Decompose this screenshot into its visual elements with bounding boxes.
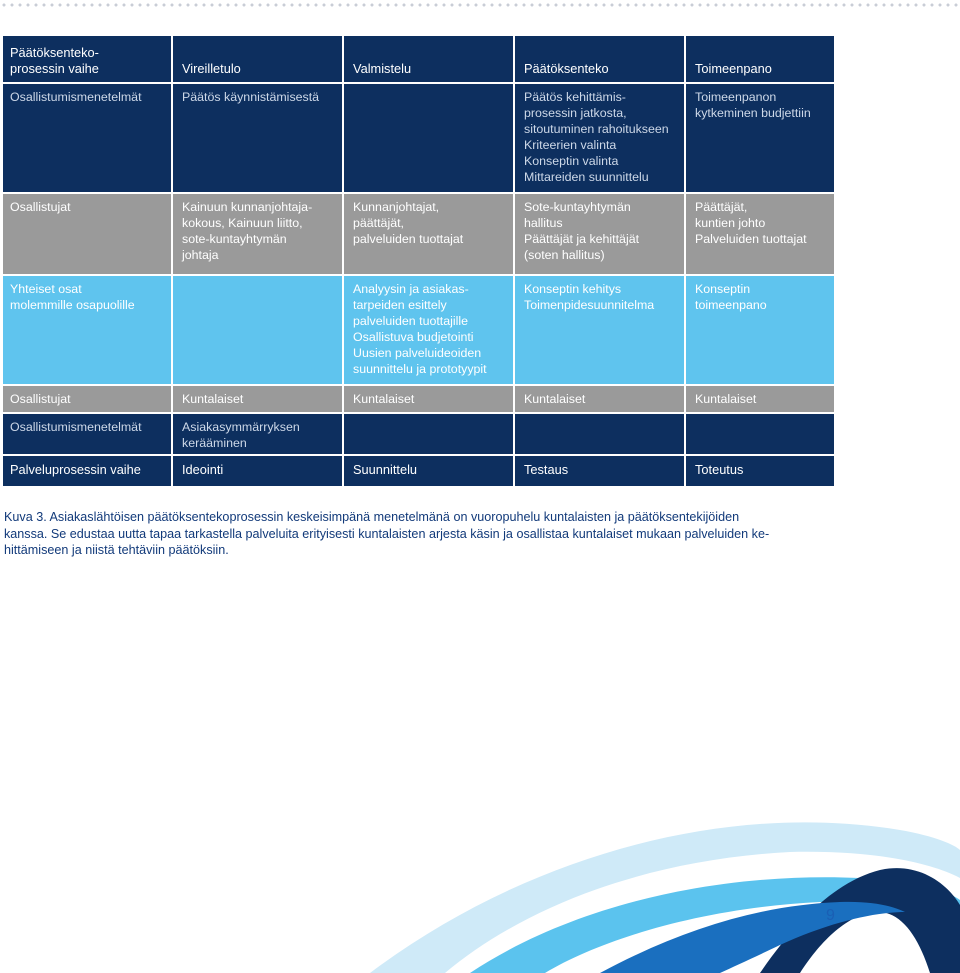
text-line: Kainuun kunnanjohtaja- bbox=[182, 200, 313, 214]
text-line: toimeenpano bbox=[695, 298, 767, 312]
text-line: Toimeenpanon bbox=[695, 90, 777, 104]
text-line: Osallistujat bbox=[10, 392, 71, 406]
text-line: Päätös käynnistämisestä bbox=[182, 90, 320, 104]
text-line: Konseptin kehitys bbox=[524, 282, 622, 296]
footer-row-label: Palveluprosessin vaihe bbox=[3, 456, 171, 486]
text-line: Palveluiden tuottajat bbox=[695, 232, 807, 246]
text-line: hallitus bbox=[524, 216, 563, 230]
caption-line: kanssa. Se edustaa uutta tapaa tarkastella palveluita erityisesti kuntalaisten arjesta käsin ja osallistaa kuntalaiset mukaan palveluiden ke- bbox=[4, 526, 770, 541]
text-line: Päätöksenteko- bbox=[10, 45, 99, 60]
text-line: kuntien johto bbox=[695, 216, 766, 230]
text-line: päättäjät, bbox=[353, 216, 404, 230]
text-line: Toimenpidesuunnitelma bbox=[524, 298, 655, 312]
text-line: prosessin jatkosta, bbox=[524, 106, 627, 120]
text-line: kokous, Kainuun liitto, bbox=[182, 216, 303, 230]
text-line: kytkeminen budjettiin bbox=[695, 106, 811, 120]
text-line: Asiakasymmärryksen bbox=[182, 420, 300, 434]
text-line: Kuntalaiset bbox=[182, 392, 244, 406]
text-line: sitoutuminen rahoitukseen bbox=[524, 122, 669, 136]
text-line: suunnittelu ja prototyypit bbox=[353, 362, 487, 376]
text-line: palveluiden tuottajille bbox=[353, 314, 469, 328]
text-line: sote-kuntayhtymän bbox=[182, 232, 287, 246]
header-phase-toimeenpano: Toimeenpano bbox=[686, 36, 834, 82]
text-line: Osallistujat bbox=[10, 200, 71, 214]
text-line: Kuntalaiset bbox=[353, 392, 415, 406]
text-line: Konseptin bbox=[695, 282, 751, 296]
text-line: prosessin vaihe bbox=[10, 61, 99, 76]
text-line: Osallistuva budjetointi bbox=[353, 330, 474, 344]
text-line: (soten hallitus) bbox=[524, 248, 605, 262]
text-line: Osallistumismenetelmät bbox=[10, 420, 142, 434]
text-line: Kunnanjohtajat, bbox=[353, 200, 440, 214]
text-line: Uusien palveluideoiden bbox=[353, 346, 482, 360]
caption-line: Kuva 3. Asiakaslähtöisen päätöksentekoprosessin keskeisimpänä menetelmänä on vuoropuhelu kuntalaisten ja päätöksentekijöiden bbox=[4, 510, 740, 524]
footer-phase-ideointi: Ideointi bbox=[173, 456, 342, 486]
text-line: Päätös kehittämis- bbox=[524, 90, 626, 104]
caption-line: hittämiseen ja niistä tehtäviin päätöksiin. bbox=[4, 543, 229, 557]
text-line: kerääminen bbox=[182, 436, 247, 450]
text-line: Päättäjät ja kehittäjät bbox=[524, 232, 640, 246]
text-line: Mittareiden suunnittelu bbox=[524, 170, 649, 184]
text-line: Kuntalaiset bbox=[524, 392, 586, 406]
text-line: tarpeiden esittely bbox=[353, 298, 447, 312]
text-line: Kuntalaiset bbox=[695, 392, 757, 406]
footer-phase-suunnittelu: Suunnittelu bbox=[344, 456, 513, 486]
footer-phase-testaus: Testaus bbox=[515, 456, 684, 486]
text-line: Konseptin valinta bbox=[524, 154, 619, 168]
header-phase-paatoksenteko: Päätöksenteko bbox=[515, 36, 684, 82]
header-phase-valmistelu: Valmistelu bbox=[344, 36, 513, 82]
page-number: 9 bbox=[826, 907, 835, 924]
text-line: Kriteerien valinta bbox=[524, 138, 617, 152]
text-line: johtaja bbox=[182, 248, 219, 262]
text-line: Päättäjät, bbox=[695, 200, 748, 214]
text-line: molemmille osapuolille bbox=[10, 298, 135, 312]
text-line: palveluiden tuottajat bbox=[353, 232, 464, 246]
text-line: Sote-kuntayhtymän bbox=[524, 200, 631, 214]
text-line: Analyysin ja asiakas- bbox=[353, 282, 469, 296]
footer-phase-toteutus: Toteutus bbox=[686, 456, 834, 486]
text-line: Osallistumismenetelmät bbox=[10, 90, 142, 104]
text-line: Yhteiset osat bbox=[10, 282, 82, 296]
header-phase-vireilletulo: Vireilletulo bbox=[173, 36, 342, 82]
